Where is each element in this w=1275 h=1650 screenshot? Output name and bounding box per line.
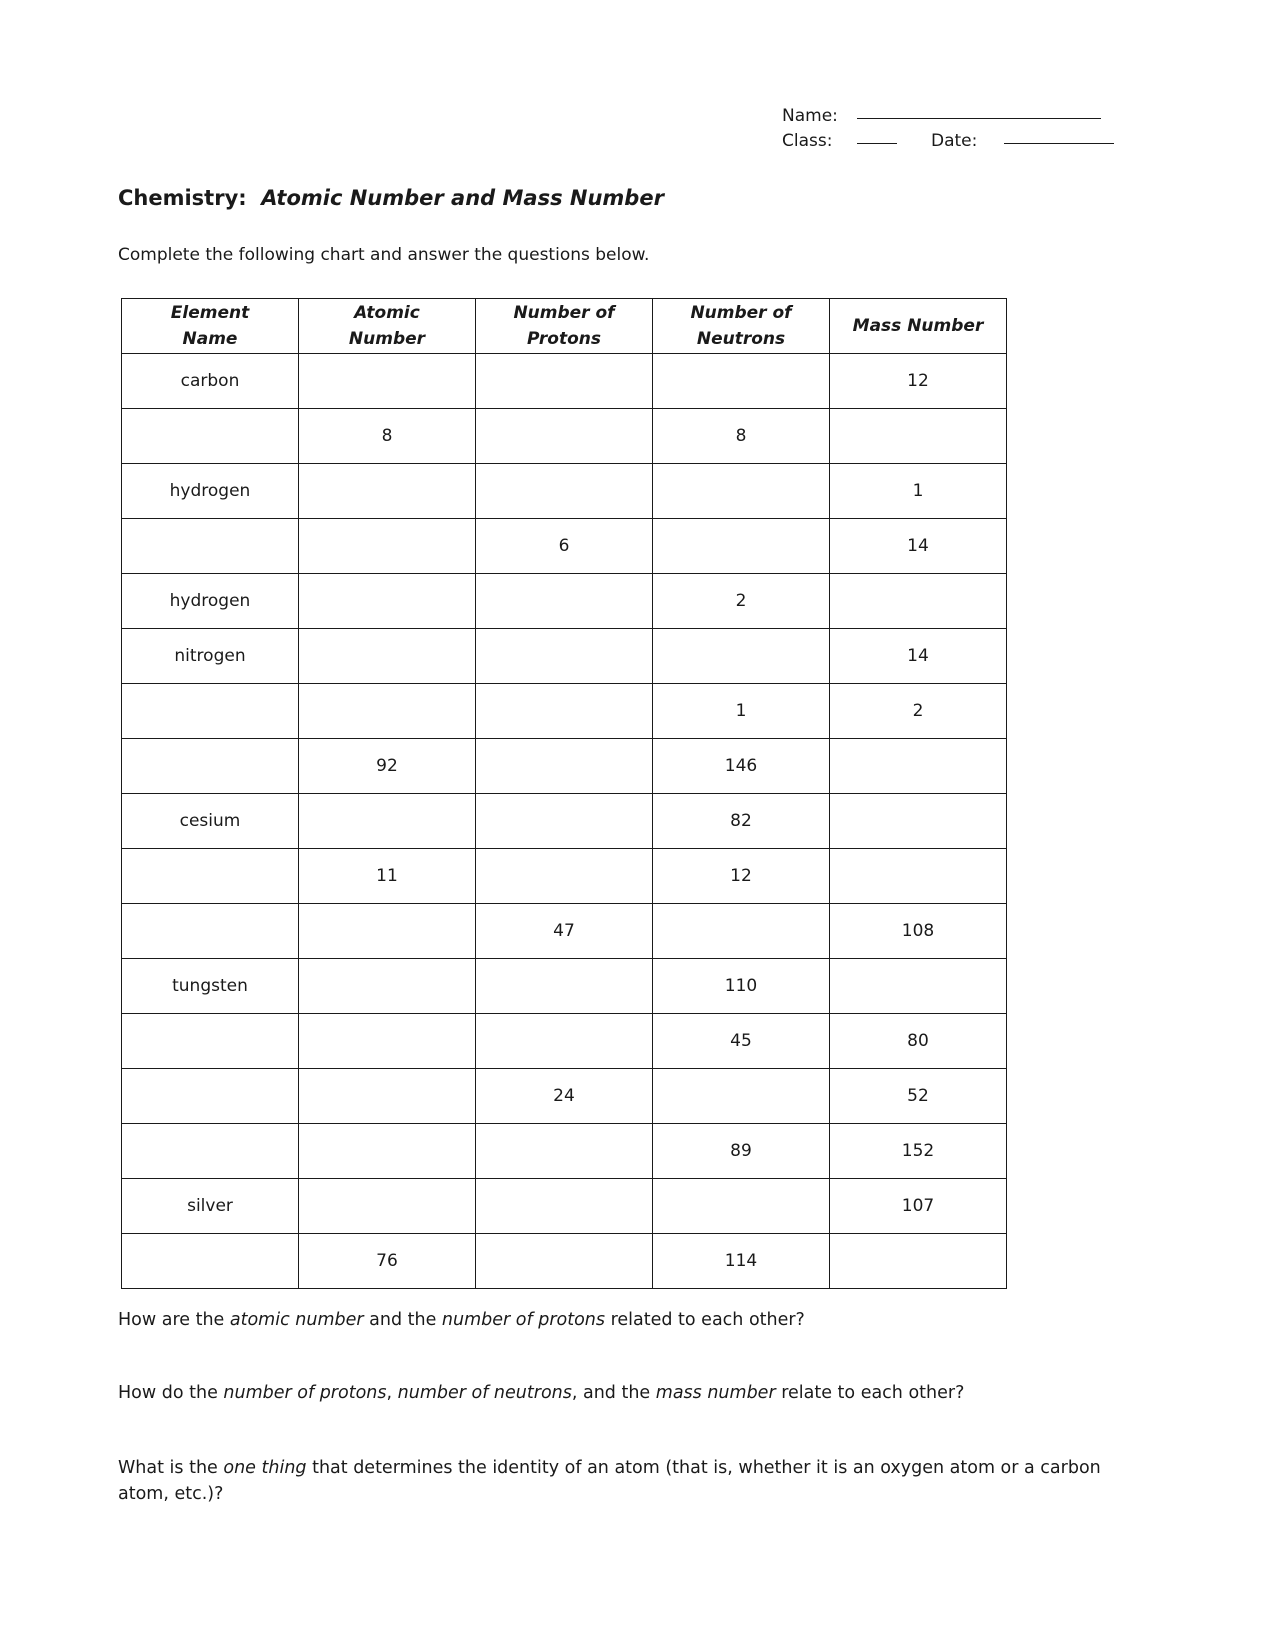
protons-cell[interactable] <box>476 354 653 409</box>
element-name-cell[interactable] <box>122 1014 299 1069</box>
table-row <box>122 1124 1007 1179</box>
mass-number-cell[interactable] <box>830 739 1007 794</box>
table-row <box>122 629 1007 684</box>
table-row <box>122 519 1007 574</box>
question-emphasis: number of protons <box>223 1383 387 1403</box>
question-text: , and the <box>571 1383 656 1403</box>
question-text: What is the <box>118 1458 224 1478</box>
header-line: Mass Number <box>852 316 984 336</box>
mass-number-cell: 14 <box>830 629 1007 684</box>
question-3 <box>118 1455 1138 1507</box>
protons-cell[interactable] <box>476 409 653 464</box>
table-row <box>122 354 1007 409</box>
protons-cell[interactable] <box>476 574 653 629</box>
table-row <box>122 1014 1007 1069</box>
header-line: Neutrons <box>696 329 786 349</box>
atomic-number-cell[interactable] <box>299 1124 476 1179</box>
atomic-number-cell[interactable] <box>299 1069 476 1124</box>
element-name-cell[interactable] <box>122 1069 299 1124</box>
mass-number-cell: 2 <box>830 684 1007 739</box>
question-2 <box>118 1380 1138 1406</box>
question-emphasis: mass number <box>655 1383 776 1403</box>
protons-cell[interactable] <box>476 959 653 1014</box>
question-emphasis: one thing <box>223 1458 307 1478</box>
title-prefix: Chemistry: <box>118 186 247 210</box>
element-name-cell: nitrogen <box>122 629 299 684</box>
table-row <box>122 904 1007 959</box>
neutrons-cell[interactable] <box>653 519 830 574</box>
element-name-cell[interactable] <box>122 904 299 959</box>
mass-number-cell[interactable] <box>830 794 1007 849</box>
element-name-cell[interactable] <box>122 739 299 794</box>
mass-number-cell: 80 <box>830 1014 1007 1069</box>
neutrons-cell: 89 <box>653 1124 830 1179</box>
header-number-of-protons <box>476 299 653 354</box>
mass-number-cell: 14 <box>830 519 1007 574</box>
element-name-cell[interactable] <box>122 409 299 464</box>
instruction-text: Complete the following chart and answer the questions below. <box>118 245 650 265</box>
protons-cell[interactable] <box>476 849 653 904</box>
table-body <box>122 354 1007 1289</box>
atomic-number-cell[interactable] <box>299 794 476 849</box>
neutrons-cell: 82 <box>653 794 830 849</box>
title-italic: Atomic Number and Mass Number <box>261 186 664 210</box>
element-name-cell[interactable] <box>122 1124 299 1179</box>
header-line: Number <box>348 329 426 349</box>
neutrons-cell: 2 <box>653 574 830 629</box>
element-name-cell[interactable] <box>122 519 299 574</box>
header-line: Atomic <box>354 303 420 323</box>
mass-number-cell[interactable] <box>830 574 1007 629</box>
atomic-number-cell[interactable] <box>299 959 476 1014</box>
protons-cell: 6 <box>476 519 653 574</box>
element-name-cell: silver <box>122 1179 299 1234</box>
header-line: Number of <box>690 303 792 323</box>
neutrons-cell: 1 <box>653 684 830 739</box>
neutrons-cell: 45 <box>653 1014 830 1069</box>
date-label: Date: <box>931 131 978 151</box>
header-atomic-number <box>299 299 476 354</box>
neutrons-cell[interactable] <box>653 1179 830 1234</box>
table-row <box>122 794 1007 849</box>
neutrons-cell: 114 <box>653 1234 830 1289</box>
header-mass-number <box>830 299 1007 354</box>
atomic-number-cell[interactable] <box>299 684 476 739</box>
atomic-number-cell: 11 <box>299 849 476 904</box>
question-text: How do the <box>118 1383 224 1403</box>
mass-number-cell: 107 <box>830 1179 1007 1234</box>
header-element-name <box>122 299 299 354</box>
date-field[interactable] <box>1004 143 1114 144</box>
protons-cell: 24 <box>476 1069 653 1124</box>
element-name-cell[interactable] <box>122 849 299 904</box>
table-row <box>122 464 1007 519</box>
question-1 <box>118 1307 1138 1333</box>
table-row <box>122 1179 1007 1234</box>
question-text: How are the <box>118 1310 230 1330</box>
mass-number-cell: 152 <box>830 1124 1007 1179</box>
protons-cell[interactable] <box>476 629 653 684</box>
neutrons-cell[interactable] <box>653 904 830 959</box>
mass-number-cell: 12 <box>830 354 1007 409</box>
element-name-cell: hydrogen <box>122 574 299 629</box>
element-name-cell: cesium <box>122 794 299 849</box>
question-text: , <box>386 1383 398 1403</box>
neutrons-cell: 146 <box>653 739 830 794</box>
name-field[interactable] <box>857 118 1101 119</box>
mass-number-cell: 52 <box>830 1069 1007 1124</box>
atomic-number-cell: 8 <box>299 409 476 464</box>
question-emphasis: number of protons <box>441 1310 606 1330</box>
element-name-cell: carbon <box>122 354 299 409</box>
table-row <box>122 739 1007 794</box>
protons-cell[interactable] <box>476 739 653 794</box>
mass-number-cell: 1 <box>830 464 1007 519</box>
class-field[interactable] <box>857 143 897 144</box>
table-row <box>122 409 1007 464</box>
atomic-number-cell[interactable] <box>299 519 476 574</box>
element-name-cell: tungsten <box>122 959 299 1014</box>
name-label: Name: <box>782 106 838 126</box>
element-chart-table <box>121 298 1007 1289</box>
header-line: Number of <box>513 303 615 323</box>
protons-cell[interactable] <box>476 1124 653 1179</box>
element-name-cell[interactable] <box>122 1234 299 1289</box>
protons-cell[interactable] <box>476 1234 653 1289</box>
header-line: Element <box>170 303 250 323</box>
question-text: related to each other? <box>605 1310 805 1330</box>
table-row <box>122 959 1007 1014</box>
header-line: Name <box>182 329 238 349</box>
mass-number-cell[interactable] <box>830 1234 1007 1289</box>
protons-cell[interactable] <box>476 684 653 739</box>
atomic-number-cell[interactable] <box>299 574 476 629</box>
atomic-number-cell[interactable] <box>299 464 476 519</box>
mass-number-cell[interactable] <box>830 849 1007 904</box>
table-row <box>122 1069 1007 1124</box>
table-row <box>122 849 1007 904</box>
atomic-number-cell[interactable] <box>299 904 476 959</box>
atomic-number-cell[interactable] <box>299 1014 476 1069</box>
question-emphasis: number of neutrons <box>397 1383 572 1403</box>
element-name-cell[interactable] <box>122 684 299 739</box>
mass-number-cell: 108 <box>830 904 1007 959</box>
question-text: that determines the identity of an atom (that is, whether it is an oxygen atom or a carbon atom, etc.)? <box>118 1458 1101 1504</box>
question-text: and the <box>363 1310 442 1330</box>
protons-cell[interactable] <box>476 1179 653 1234</box>
page-title <box>118 185 664 211</box>
protons-cell[interactable] <box>476 794 653 849</box>
table-row <box>122 1234 1007 1289</box>
header-number-of-neutrons <box>653 299 830 354</box>
protons-cell[interactable] <box>476 464 653 519</box>
table-header-row <box>122 299 1007 354</box>
header-line: Protons <box>526 329 602 349</box>
neutrons-cell[interactable] <box>653 629 830 684</box>
neutrons-cell: 12 <box>653 849 830 904</box>
atomic-number-cell[interactable] <box>299 1179 476 1234</box>
neutrons-cell[interactable] <box>653 1069 830 1124</box>
element-name-cell: hydrogen <box>122 464 299 519</box>
table-row <box>122 574 1007 629</box>
neutrons-cell[interactable] <box>653 354 830 409</box>
mass-number-cell[interactable] <box>830 959 1007 1014</box>
protons-cell[interactable] <box>476 1014 653 1069</box>
atomic-number-cell: 76 <box>299 1234 476 1289</box>
neutrons-cell[interactable] <box>653 464 830 519</box>
question-text: relate to each other? <box>775 1383 965 1403</box>
question-emphasis: atomic number <box>229 1310 364 1330</box>
neutrons-cell: 110 <box>653 959 830 1014</box>
neutrons-cell: 8 <box>653 409 830 464</box>
atomic-number-cell: 92 <box>299 739 476 794</box>
table-row <box>122 684 1007 739</box>
mass-number-cell[interactable] <box>830 409 1007 464</box>
atomic-number-cell[interactable] <box>299 629 476 684</box>
atomic-number-cell[interactable] <box>299 354 476 409</box>
protons-cell: 47 <box>476 904 653 959</box>
class-label: Class: <box>782 131 833 151</box>
